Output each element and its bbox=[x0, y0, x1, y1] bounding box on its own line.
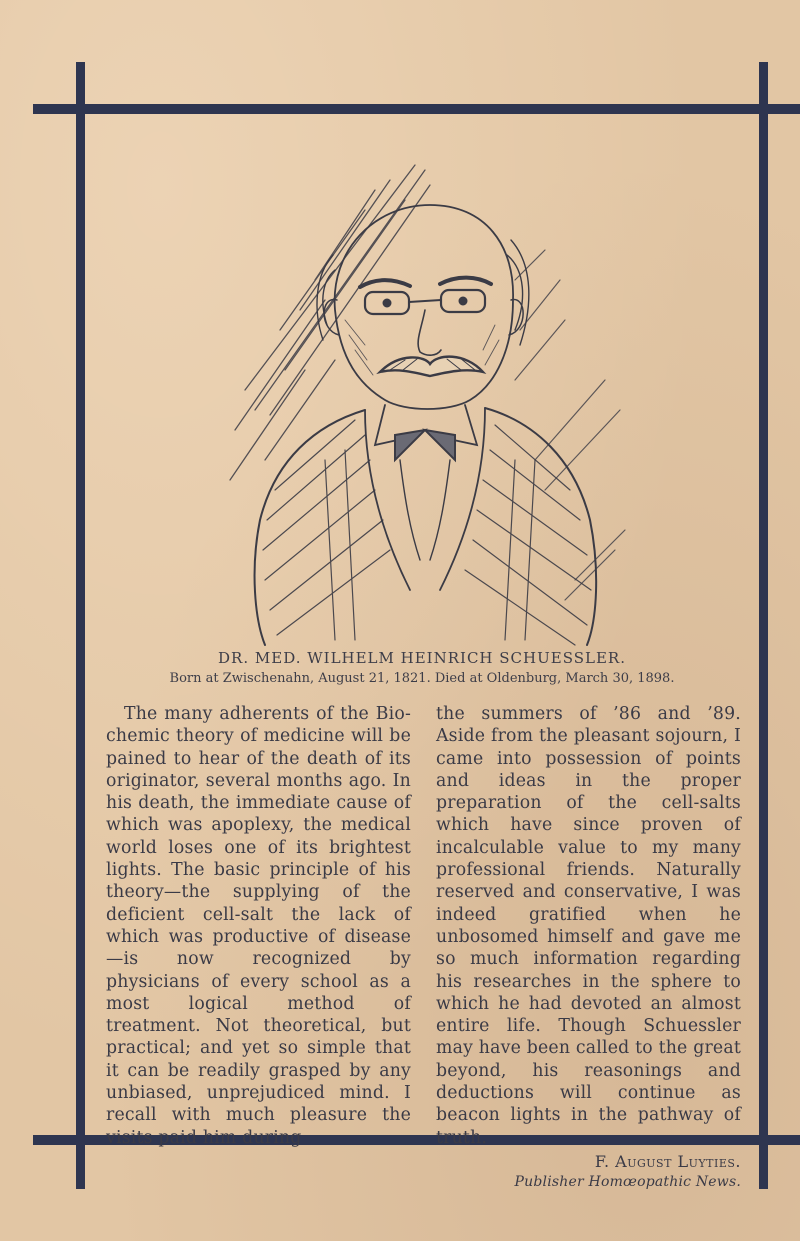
portrait-caption-dates: Born at Zwischenahn, August 21, 1821. Died at Oldenburg, March 30, 1898. bbox=[169, 671, 675, 686]
signature-name: F. August Luyties. bbox=[594, 1151, 741, 1171]
border-rule-top bbox=[33, 104, 800, 114]
signature-title: Publisher Homœopathic News. bbox=[514, 1174, 741, 1191]
article-paragraph-left: The many adherents of the Bio-chemic theory of medicine will be pained to hear of the death of its originator, several months ago. In his death, the immediate cause of which was apoplexy, the medical world loses one of its brightest lights. The basic principle of his theory—the supplying of the deficient cell-salt the lack of which was productive of disease—is now recognized by physicians of every school as a most logical method of treatment. Not theoretical, but practical; and yet so simple that it can be readily grasped by any unbiased, unprejudiced mind. I recall with much pleasure the visits paid him during bbox=[106, 704, 411, 1148]
article-paragraph-right: the summers of ’86 and ’89. Aside from the pleasant sojourn, I came into possession of points and ideas in the proper preparation of the cell-salts which have since proven of incalculable value to my many professional friends. Naturally reserved and conservative, I was indeed gratified when he unbosomed himself and gave me so much information regarding his researches in the sphere to which he had devoted an almost entire life. Though Schuessler may have been called to the great beyond, his reasonings and deductions will continue as beacon lights in the pathway of truth. bbox=[436, 704, 741, 1148]
portrait-engraving bbox=[215, 160, 635, 650]
article-column-right bbox=[436, 703, 741, 1191]
border-rule-right bbox=[759, 62, 768, 1189]
article-column-left bbox=[106, 703, 411, 1149]
border-rule-left bbox=[76, 62, 85, 1189]
portrait-caption-name: DR. MED. WILHELM HEINRICH SCHUESSLER. bbox=[218, 649, 626, 667]
signature-block bbox=[436, 1151, 741, 1191]
